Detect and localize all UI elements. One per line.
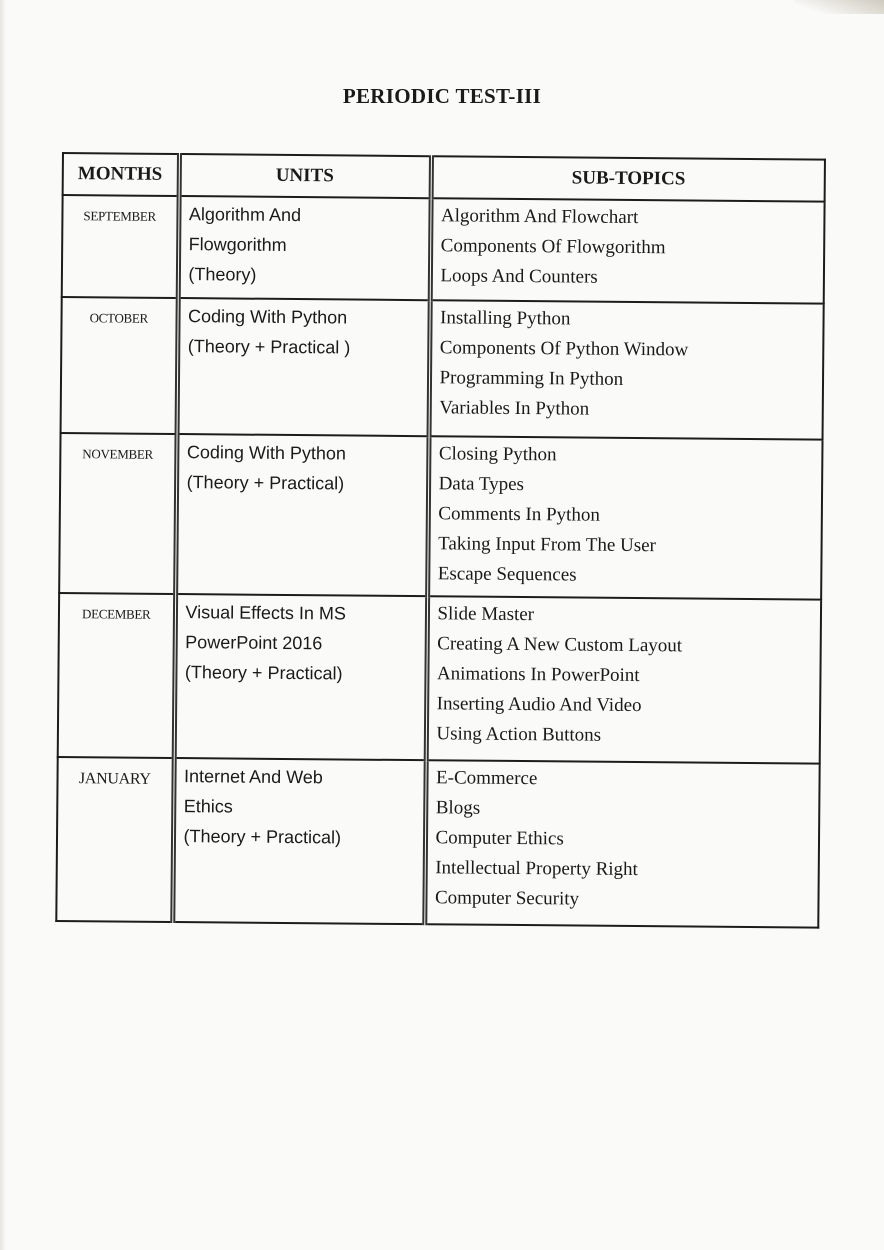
month-cell: DECEMBER (58, 593, 175, 758)
unit-line: Ethics (183, 796, 233, 817)
month-cell: OCTOBER (61, 297, 178, 434)
subtopic-item: Using Action Buttons (436, 723, 602, 746)
page-shadow-top (794, 0, 884, 14)
table-row (62, 195, 825, 304)
unit-line: (Theory + Practical) (184, 662, 343, 684)
subtopic-item: Escape Sequences (437, 563, 577, 586)
page-title: PERIODIC TEST-III (342, 84, 542, 108)
unit-line: (Theory + Practical) (183, 826, 342, 848)
table-row (56, 757, 819, 928)
subtopics-cell (424, 760, 819, 927)
unit-line: (Theory + Practical) (186, 472, 345, 494)
unit-line: (Theory) (188, 264, 257, 285)
unit-cell (172, 758, 425, 924)
table-row (58, 593, 821, 764)
subtopic-item: E-Commerce (435, 767, 538, 790)
subtopics-cell (427, 436, 822, 599)
unit-line: Visual Effects In MS (185, 602, 346, 624)
subtopic-item: Inserting Audio And Video (436, 693, 642, 717)
subtopic-item: Components Of Flowgorithm (440, 235, 666, 259)
subtopic-item: Algorithm And Flowchart (440, 205, 639, 229)
table-header-row (63, 153, 825, 202)
subtopic-item: Intellectual Property Right (435, 857, 638, 881)
subtopic-item: Data Types (438, 473, 525, 496)
unit-cell (174, 594, 427, 760)
subtopic-item: Comments In Python (438, 503, 600, 526)
subtopic-item: Computer Ethics (435, 827, 564, 850)
unit-cell (177, 298, 430, 436)
month-cell: NOVEMBER (59, 433, 176, 594)
subtopic-item: Closing Python (438, 443, 557, 466)
subtopics-cell (430, 198, 825, 303)
unit-line: Internet And Web (183, 766, 323, 788)
page-shadow-left (0, 0, 6, 1250)
subtopic-item: Variables In Python (439, 397, 590, 420)
subtopic-item: Slide Master (437, 603, 535, 626)
subtopics-cell (429, 300, 824, 439)
unit-line: Coding With Python (186, 442, 347, 464)
syllabus-table-container (55, 152, 824, 929)
subtopic-item: Taking Input From The User (438, 533, 657, 557)
subtopic-item: Computer Security (434, 887, 580, 910)
table-row (59, 433, 822, 600)
table-row (61, 297, 824, 440)
month-cell: SEPTEMBER (62, 195, 179, 298)
subtopics-cell (426, 596, 821, 763)
subtopic-item: Creating A New Custom Layout (437, 633, 683, 657)
subtopic-item: Loops And Counters (440, 265, 598, 288)
subtopic-item: Installing Python (439, 307, 571, 330)
syllabus-table (55, 152, 826, 929)
unit-cell (178, 196, 431, 300)
subtopic-item: Components Of Python Window (439, 337, 689, 361)
header-months: MONTHS (63, 153, 179, 196)
unit-cell (175, 434, 428, 596)
unit-line: PowerPoint 2016 (185, 632, 323, 654)
unit-line: Flowgorithm (188, 234, 287, 255)
unit-line: Algorithm And (188, 204, 302, 226)
header-sub-topics: SUB-TOPICS (431, 156, 825, 201)
subtopic-item: Programming In Python (439, 367, 624, 390)
unit-line: (Theory + Practical ) (187, 336, 351, 358)
subtopic-item: Blogs (435, 797, 481, 819)
unit-line: Coding With Python (187, 306, 348, 328)
header-units: UNITS (179, 154, 431, 198)
subtopic-item: Animations In PowerPoint (436, 663, 640, 687)
month-cell: JANUARY (56, 757, 173, 922)
